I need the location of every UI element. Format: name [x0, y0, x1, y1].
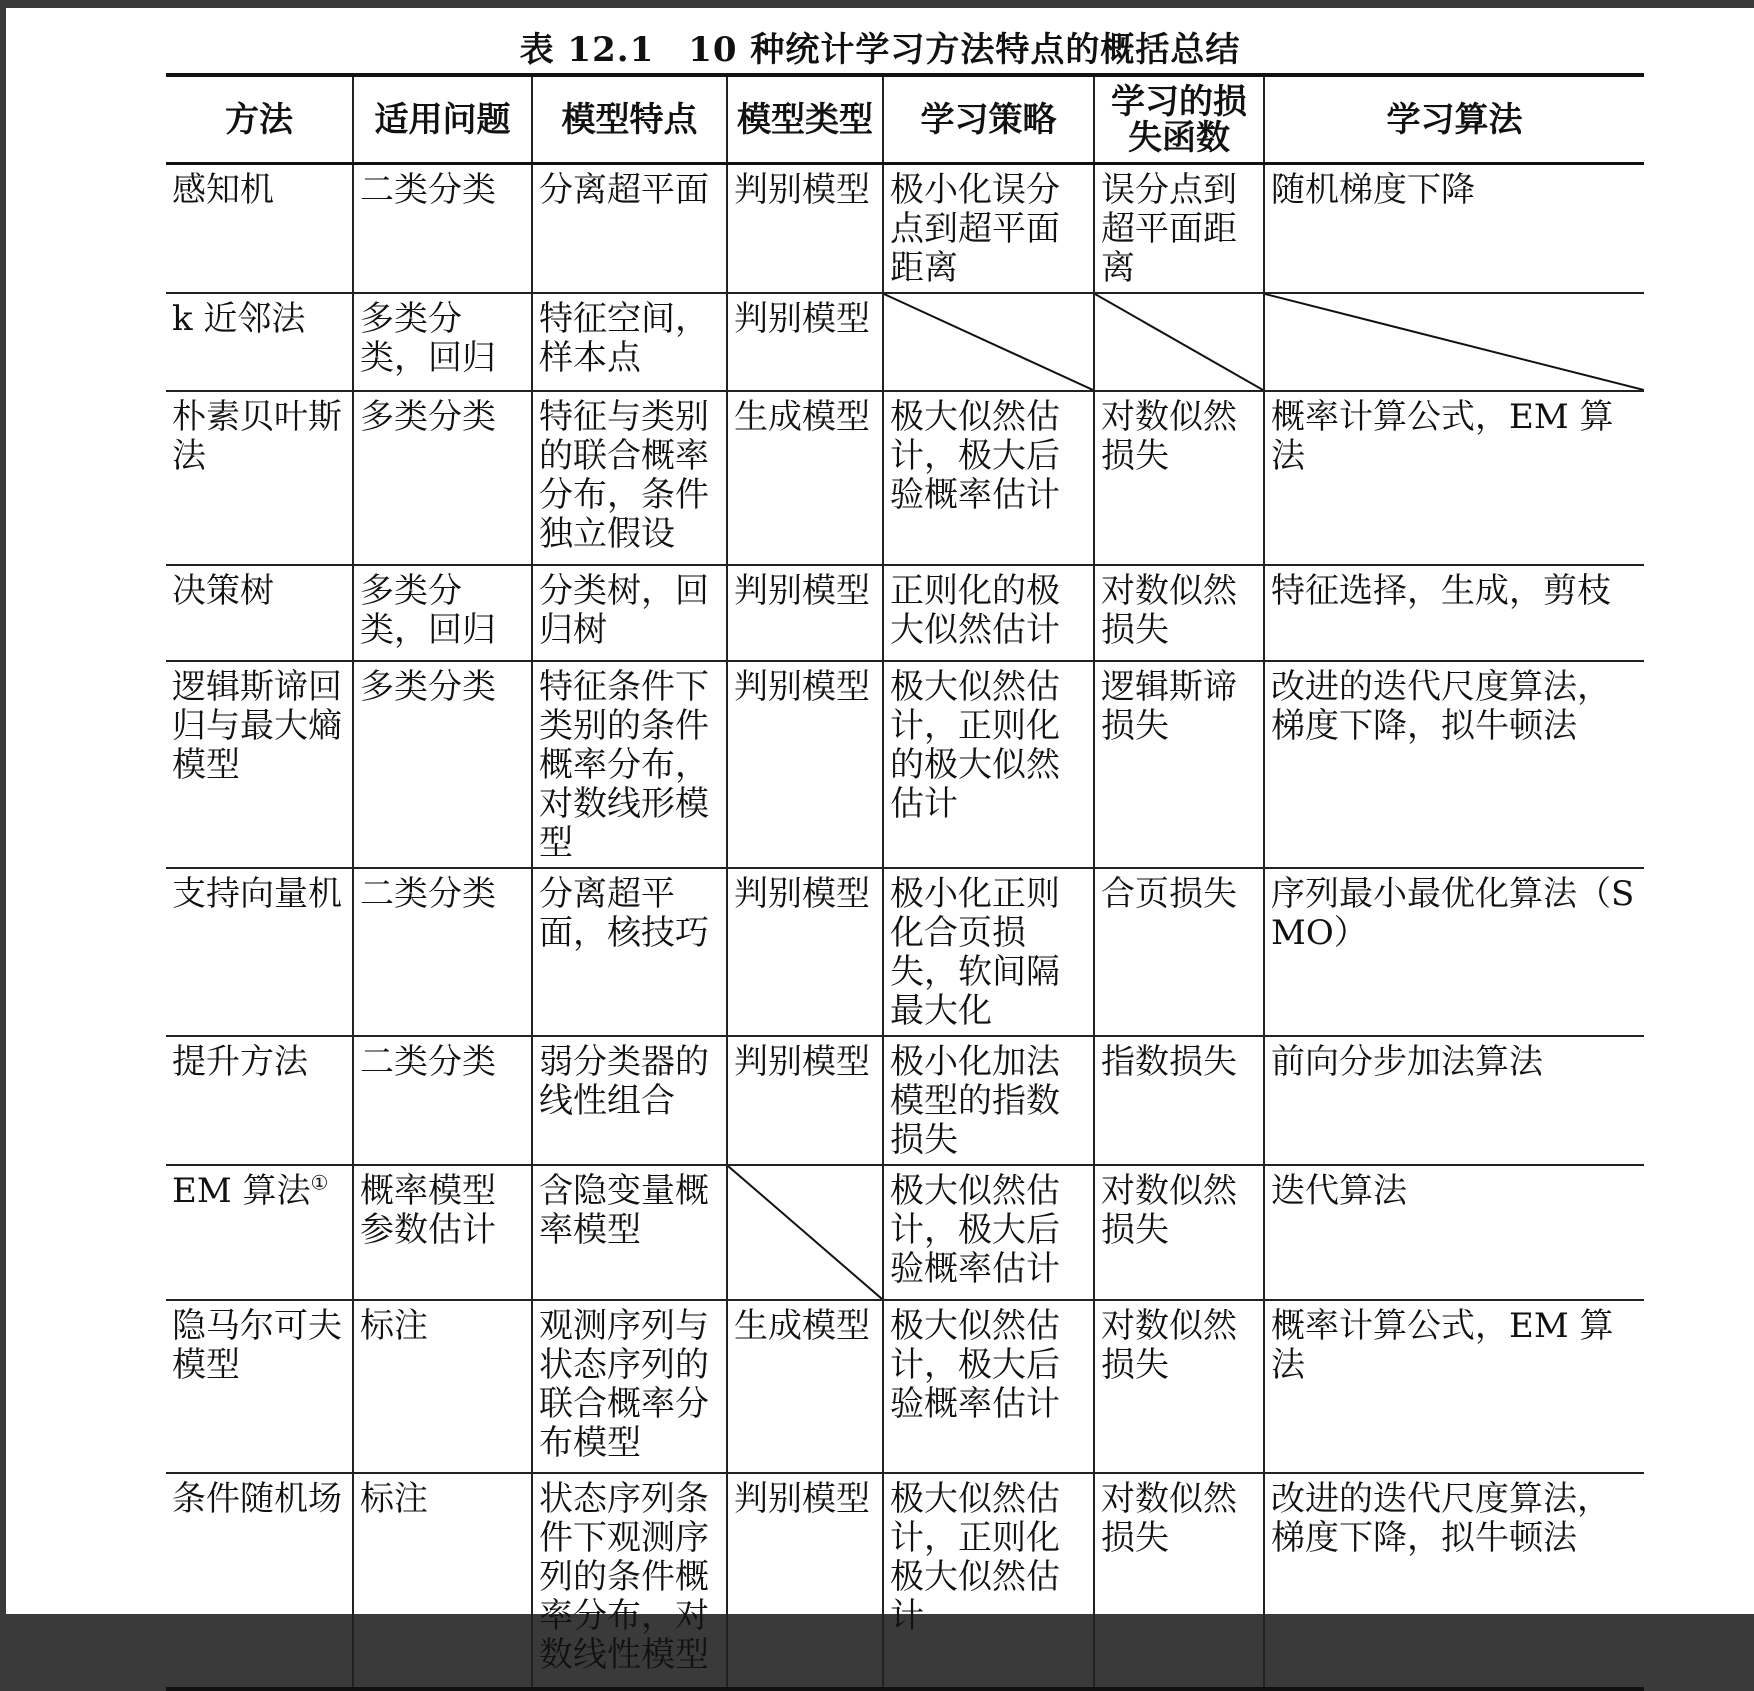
- table-row: [166, 293, 1644, 391]
- cell-method: [166, 1165, 353, 1300]
- cell-model-features: 观测序列与状态序列的联合概率分布模型: [532, 1300, 727, 1473]
- empty-diagonal-cell: [1094, 293, 1264, 391]
- cell-problem: 概率模型参数估计: [353, 1165, 532, 1300]
- cell-strategy: 正则化的极大似然估计: [883, 565, 1094, 661]
- table-row: [166, 1165, 1644, 1300]
- header-problem: 适用问题: [353, 75, 532, 163]
- cell-model-type: 生成模型: [727, 391, 883, 565]
- cell-method: 决策树: [166, 565, 353, 661]
- table-row: [166, 391, 1644, 565]
- cell-strategy: 极小化误分点到超平面距离: [883, 163, 1094, 293]
- table-row: [166, 1036, 1644, 1165]
- cell-strategy: 极大似然估计，极大后验概率估计: [883, 1165, 1094, 1300]
- cell-strategy: 极大似然估计，极大后验概率估计: [883, 391, 1094, 565]
- cell-model-features: 弱分类器的线性组合: [532, 1036, 727, 1165]
- cell-problem: 二类分类: [353, 868, 532, 1036]
- empty-diagonal-cell: [1264, 293, 1644, 391]
- cell-algorithm: 序列最小最优化算法（SMO）: [1264, 868, 1644, 1036]
- cell-model-type: 生成模型: [727, 1300, 883, 1473]
- cell-method: 支持向量机: [166, 868, 353, 1036]
- cell-loss: 逻辑斯谛损失: [1094, 661, 1264, 868]
- cell-model-type: 判别模型: [727, 163, 883, 293]
- cell-model-features: 分离超平面: [532, 163, 727, 293]
- cell-model-features: 特征与类别的联合概率分布，条件独立假设: [532, 391, 727, 565]
- cell-algorithm: 概率计算公式，EM 算法: [1264, 391, 1644, 565]
- cell-method: 提升方法: [166, 1036, 353, 1165]
- cell-strategy: 极小化正则化合页损失，软间隔最大化: [883, 868, 1094, 1036]
- cell-algorithm: 特征选择，生成，剪枝: [1264, 565, 1644, 661]
- cell-problem: 多类分类，回归: [353, 293, 532, 391]
- header-loss-function: 学习的损失函数: [1094, 75, 1264, 163]
- cell-loss: 误分点到超平面距离: [1094, 163, 1264, 293]
- methods-summary-table: [166, 73, 1644, 1691]
- header-model-features: 模型特点: [532, 75, 727, 163]
- cell-method: 条件随机场: [166, 1473, 353, 1689]
- cell-method: k 近邻法: [166, 293, 353, 391]
- cell-model-features: 特征条件下类别的条件概率分布，对数线形模型: [532, 661, 727, 868]
- table-row: [166, 163, 1644, 293]
- cell-loss: 合页损失: [1094, 868, 1264, 1036]
- cell-algorithm: 前向分步加法算法: [1264, 1036, 1644, 1165]
- cell-method-text: EM 算法: [172, 1170, 311, 1211]
- empty-diagonal-cell: [727, 1165, 883, 1300]
- cell-model-type: 判别模型: [727, 293, 883, 391]
- table-number: 表 12.1: [519, 30, 655, 70]
- cell-strategy: 极大似然估计，正则化的极大似然估计: [883, 661, 1094, 868]
- table-title: 10 种统计学习方法特点的概括总结: [688, 30, 1241, 70]
- table-caption: [6, 22, 1754, 71]
- cell-method: 感知机: [166, 163, 353, 293]
- table-row: [166, 1300, 1644, 1473]
- cell-algorithm: 改进的迭代尺度算法，梯度下降，拟牛顿法: [1264, 661, 1644, 868]
- cell-model-features: 特征空间，样本点: [532, 293, 727, 391]
- table-row: [166, 1473, 1644, 1689]
- cell-loss: 对数似然损失: [1094, 565, 1264, 661]
- cell-model-type: 判别模型: [727, 1036, 883, 1165]
- cell-method: 逻辑斯谛回归与最大熵模型: [166, 661, 353, 868]
- cell-algorithm: 改进的迭代尺度算法，梯度下降，拟牛顿法: [1264, 1473, 1644, 1689]
- cell-problem: 多类分类: [353, 391, 532, 565]
- header-row: [166, 75, 1644, 163]
- cell-strategy: 极大似然估计，正则化极大似然估计: [883, 1473, 1094, 1689]
- cell-model-type: 判别模型: [727, 868, 883, 1036]
- cell-loss: 指数损失: [1094, 1036, 1264, 1165]
- cell-algorithm: 随机梯度下降: [1264, 163, 1644, 293]
- header-learning-strategy: 学习策略: [883, 75, 1094, 163]
- cell-strategy: 极大似然估计，极大后验概率估计: [883, 1300, 1094, 1473]
- cell-method: 朴素贝叶斯法: [166, 391, 353, 565]
- table-row: [166, 565, 1644, 661]
- cell-problem: 二类分类: [353, 1036, 532, 1165]
- cell-model-type: 判别模型: [727, 565, 883, 661]
- document-page: [6, 8, 1754, 1675]
- cell-model-features: 分类树，回归树: [532, 565, 727, 661]
- cell-algorithm: 迭代算法: [1264, 1165, 1644, 1300]
- cell-method: 隐马尔可夫模型: [166, 1300, 353, 1473]
- table-row: [166, 661, 1644, 868]
- cell-problem: 标注: [353, 1473, 532, 1689]
- cell-strategy: 极小化加法模型的指数损失: [883, 1036, 1094, 1165]
- cell-problem: 标注: [353, 1300, 532, 1473]
- cell-model-type: 判别模型: [727, 661, 883, 868]
- cell-model-features: 分离超平面，核技巧: [532, 868, 727, 1036]
- header-method: 方法: [166, 75, 353, 163]
- empty-diagonal-cell: [883, 293, 1094, 391]
- cell-problem: 多类分类，回归: [353, 565, 532, 661]
- footnote-mark: ①: [310, 1170, 329, 1195]
- cell-loss: 对数似然损失: [1094, 391, 1264, 565]
- header-learning-algorithm: 学习算法: [1264, 75, 1644, 163]
- cell-model-features: 含隐变量概率模型: [532, 1165, 727, 1300]
- cell-loss: 对数似然损失: [1094, 1165, 1264, 1300]
- cell-model-features: 状态序列条件下观测序列的条件概率分布，对数线性模型: [532, 1473, 727, 1689]
- cell-problem: 二类分类: [353, 163, 532, 293]
- cell-loss: 对数似然损失: [1094, 1300, 1264, 1473]
- cell-problem: 多类分类: [353, 661, 532, 868]
- cell-model-type: 判别模型: [727, 1473, 883, 1689]
- cell-loss: 对数似然损失: [1094, 1473, 1264, 1689]
- table-row: [166, 868, 1644, 1036]
- header-model-type: 模型类型: [727, 75, 883, 163]
- cell-algorithm: 概率计算公式，EM 算法: [1264, 1300, 1644, 1473]
